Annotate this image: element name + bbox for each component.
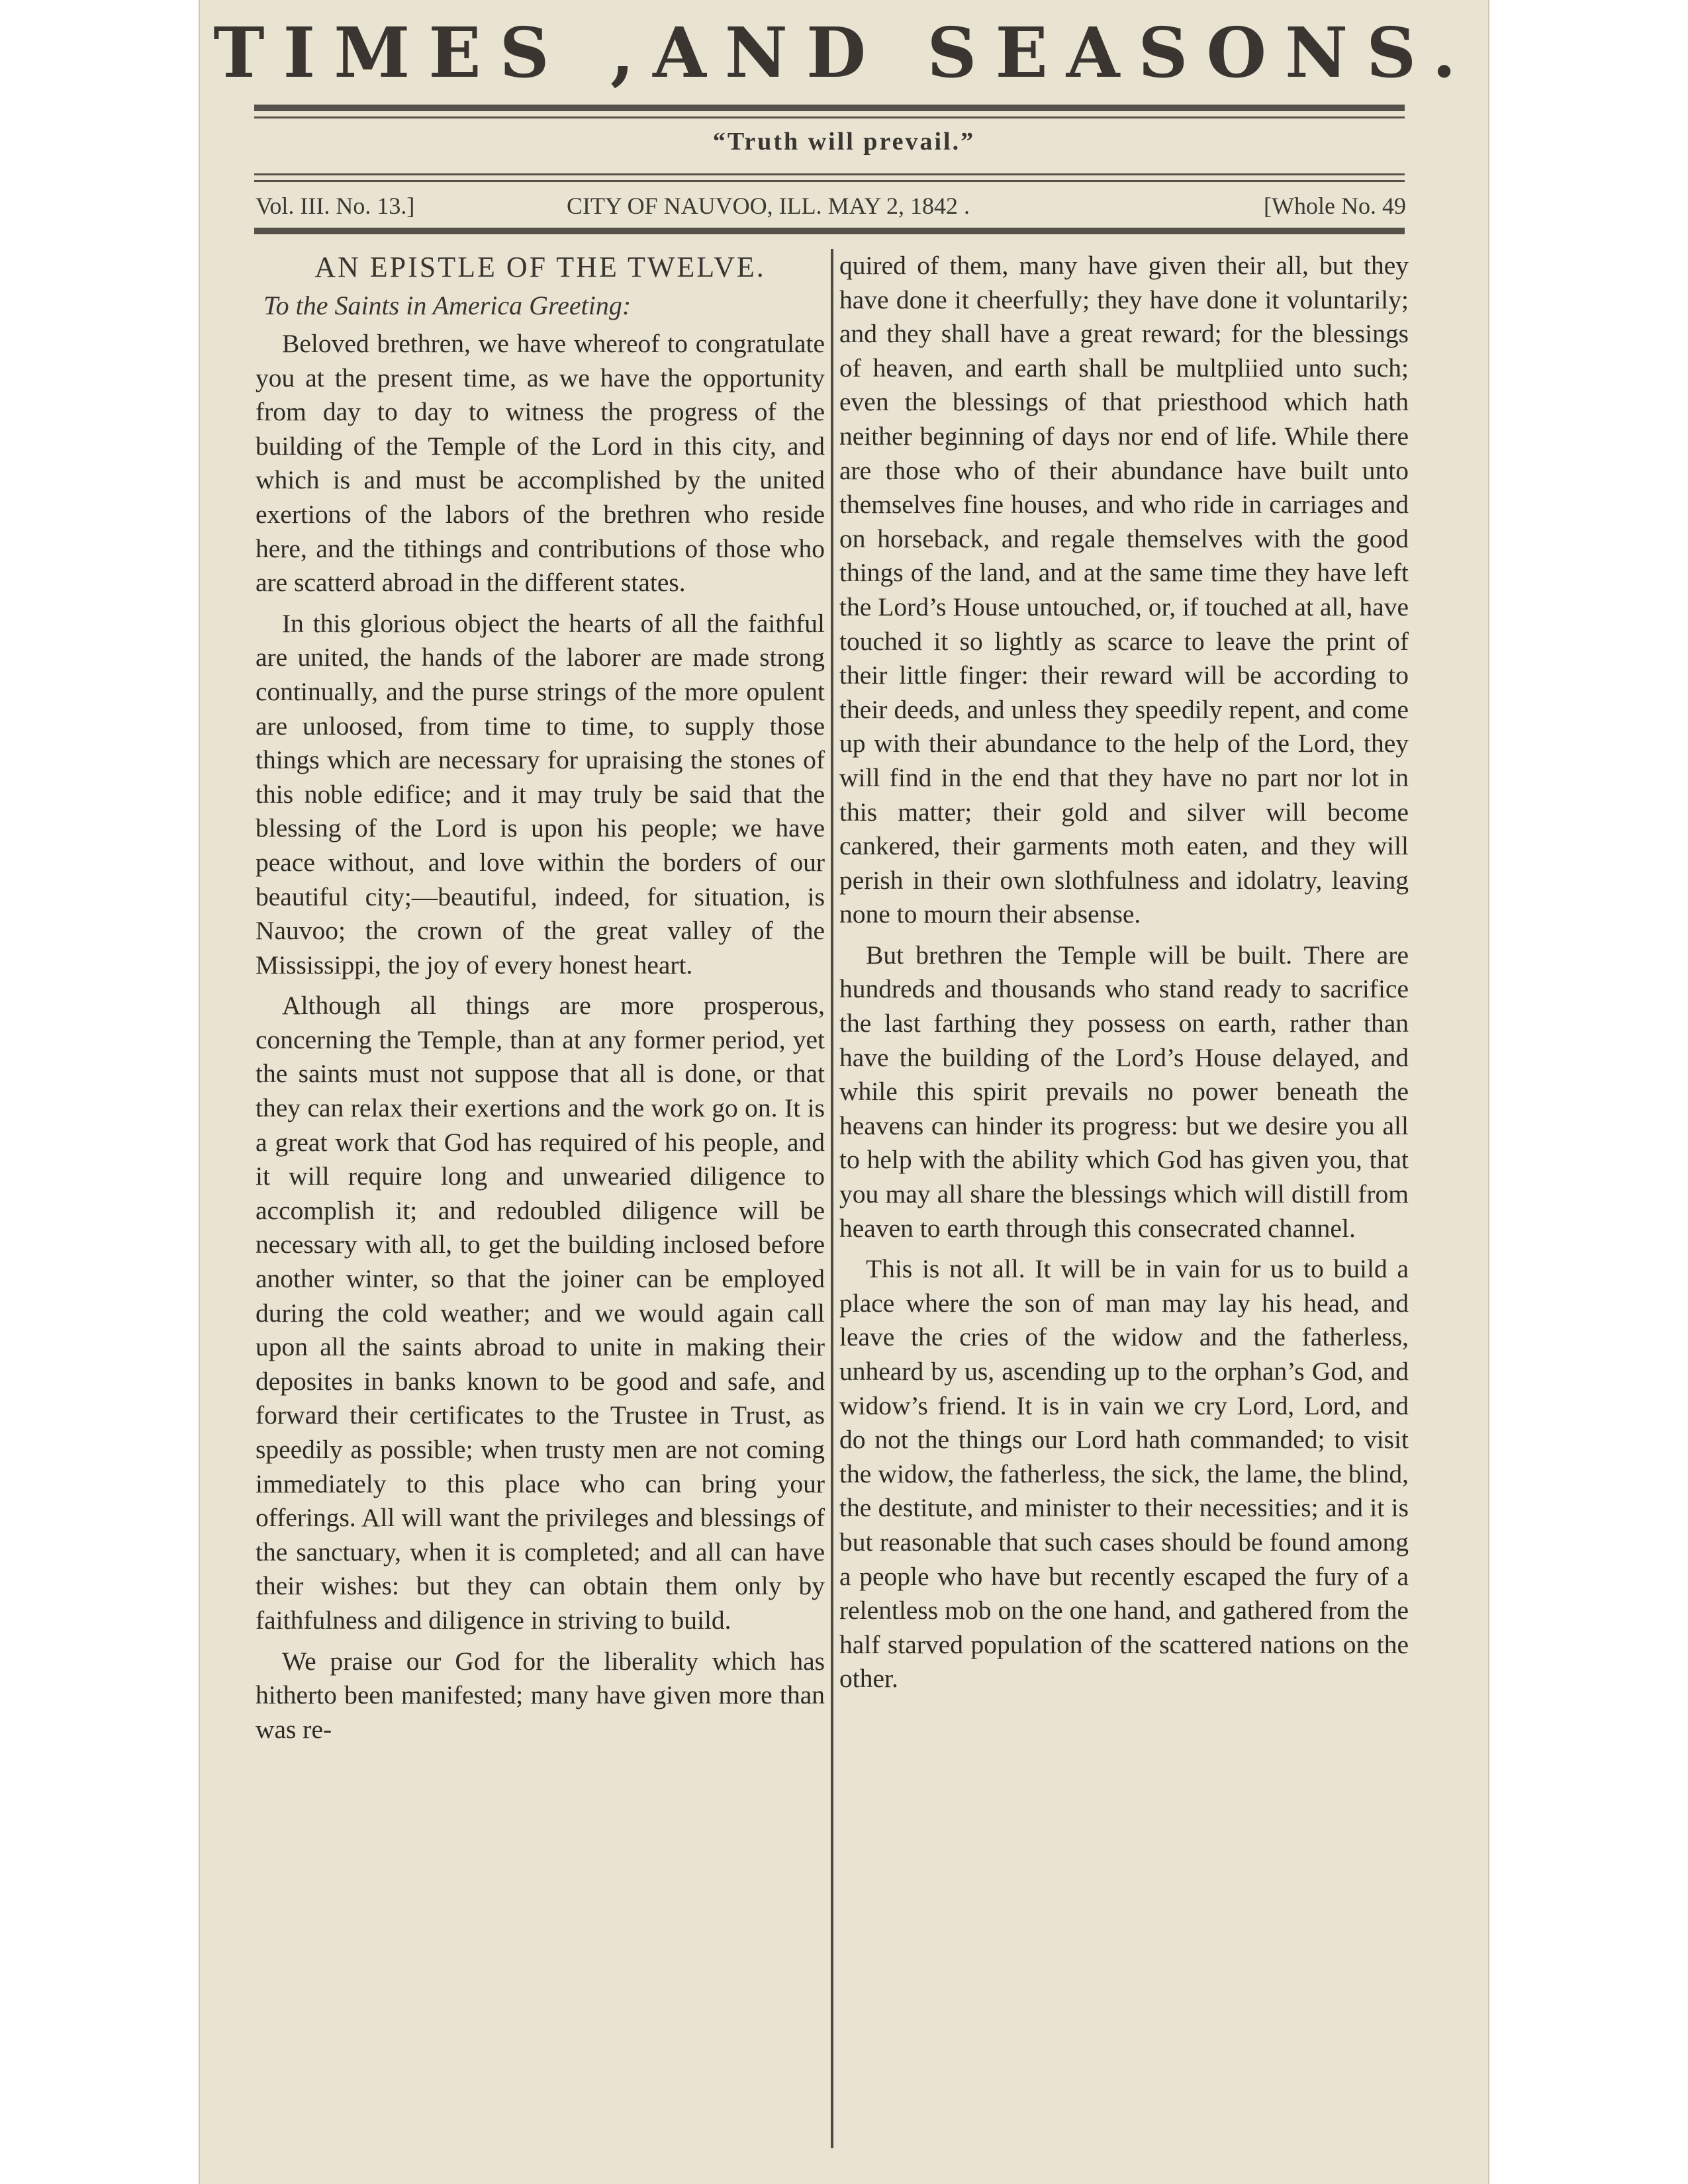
volume-number: Vol. III. No. 13.] [256,193,415,219]
dateline-rule-bottom [254,228,1405,234]
masthead-rule-top-thin [254,116,1405,118]
dateline [256,192,1406,221]
paragraph: But brethren the Temple will be built. There are hundreds and thousands who stand ready to sacrifice the last farthing they possess on earth, rather than have the building of the Lord’s House delayed, and while this spirit prevails no power beneath the heavens can hinder its progress: but we desire you all to help with the ability which God has given you, that you may all share the blessings which will distill from heaven to earth through this consecrated channel. [839,940,1409,1243]
whole-number: [Whole No. 49 [1264,193,1406,219]
paragraph: Beloved brethren, we have whereof to congratulate you at the present time, as we have the opportunity from day to day to witness the progress of the building of the Temple of the Lord in this city, and which is and must be accomplished by the united exertions of the labors of the brethren who reside here, and the tithings and contributions of those who are scatterd abroad in the different states. [256,329,825,598]
place-and-date: CITY OF NAUVOO, ILL. MAY 2, 1842 . [567,193,970,219]
right-column [839,249,1409,1696]
paragraph: We praise our God for the liberality which has hitherto been manifested; many have given more than was re- [256,1646,825,1744]
newspaper-page [199,0,1489,2184]
paragraph: This is not all. It will be in vain for us to build a place where the son of man may lay his head, and leave the cries of the widow and the fatherless, unheard by us, ascending up to the orphan’s God, and widow’s friend. It is in vain we cry Lord, Lord, and do not the things our Lord hath commanded; to visit the widow, the fatherless, the sick, the lame, the blind, the destitute, and minister to their necessities; and it is but reasonable that such cases should be found among a people who have but recently escaped the fury of a relentless mob on the one hand, and gathered from the half starved population of the scattered nations on the other. [839,1254,1409,1694]
motto: “Truth will prevail.” [712,128,976,156]
dateline-rule-top [254,173,1405,175]
article-headline: AN EPISTLE OF THE TWELVE. [314,251,766,283]
masthead-rule-top [254,105,1405,111]
paragraph: Although all things are more prosperous, concerning the Temple, than at any former period, yet the saints must not suppose that all is done, or that they can relax their exertions and the work go on. It is a great work that God has required of his people, and it will require long and unwearied diligence to accomplish it; and redoubled diligence will be necessary with all, to get the building inclosed before another winter, so that the joiner can be employed during the cold weather; and we would again call upon all the saints abroad to unite in making their deposites in banks known to be good and safe, and forward their certificates to the Trustee in Trust, as speedily as possible; when trusty men are not coming immediately to this place who can bring your offerings. All will want the privileges and blessings of the sanctuary, when it is completed; and all can have their wishes: but they can obtain them only by faithfulness and diligence in striving to build. [256,991,825,1635]
dateline-rule-top-2 [254,180,1405,182]
article-salutation: To the Saints in America Greeting: [263,291,632,320]
paragraph: quired of them, many have given their all, but they have done it cheerfully; they have done it voluntarily; and they shall have a great reward; for the blessings of heaven, and earth shall be multpliied unto such; even the blessings of that priesthood which hath neither beginning of days nor end of life. While there are those who of their abundance have built unto themselves fine houses, and who ride in carriages and on horseback, and regale themselves with the good things of the land, and at the same time they have left the Lord’s House untouched, or, if touched at all, have touched it so lightly as scarce to leave the print of their little finger: their reward will be according to their deeds, and unless they speedily repent, and come up with their abundance to the help of the Lord, they will find in the end that they have no part nor lot in this matter; their gold and silver will become cankered, their garments moth eaten, and they will perish in their own slothfulness and idolatry, leaving none to mourn their absense. [839,251,1409,929]
column-divider [831,249,833,2148]
masthead-title: TIMES ,AND SEASONS. [213,12,1475,93]
paragraph: In this glorious object the hearts of all the faithful are united, the hands of the laborer are made strong continually, and the purse strings of the more opulent are unloosed, from time to time, to supply those things which are necessary for upraising the stones of this noble edifice; and it may truly be said that the blessing of the Lord is upon his people; we have peace without, and love within the borders of our beautiful city;—beautiful, indeed, for situation, is Nauvoo; the crown of the great valley of the Mississippi, the joy of every honest heart. [256,608,825,979]
left-column [256,249,825,1747]
